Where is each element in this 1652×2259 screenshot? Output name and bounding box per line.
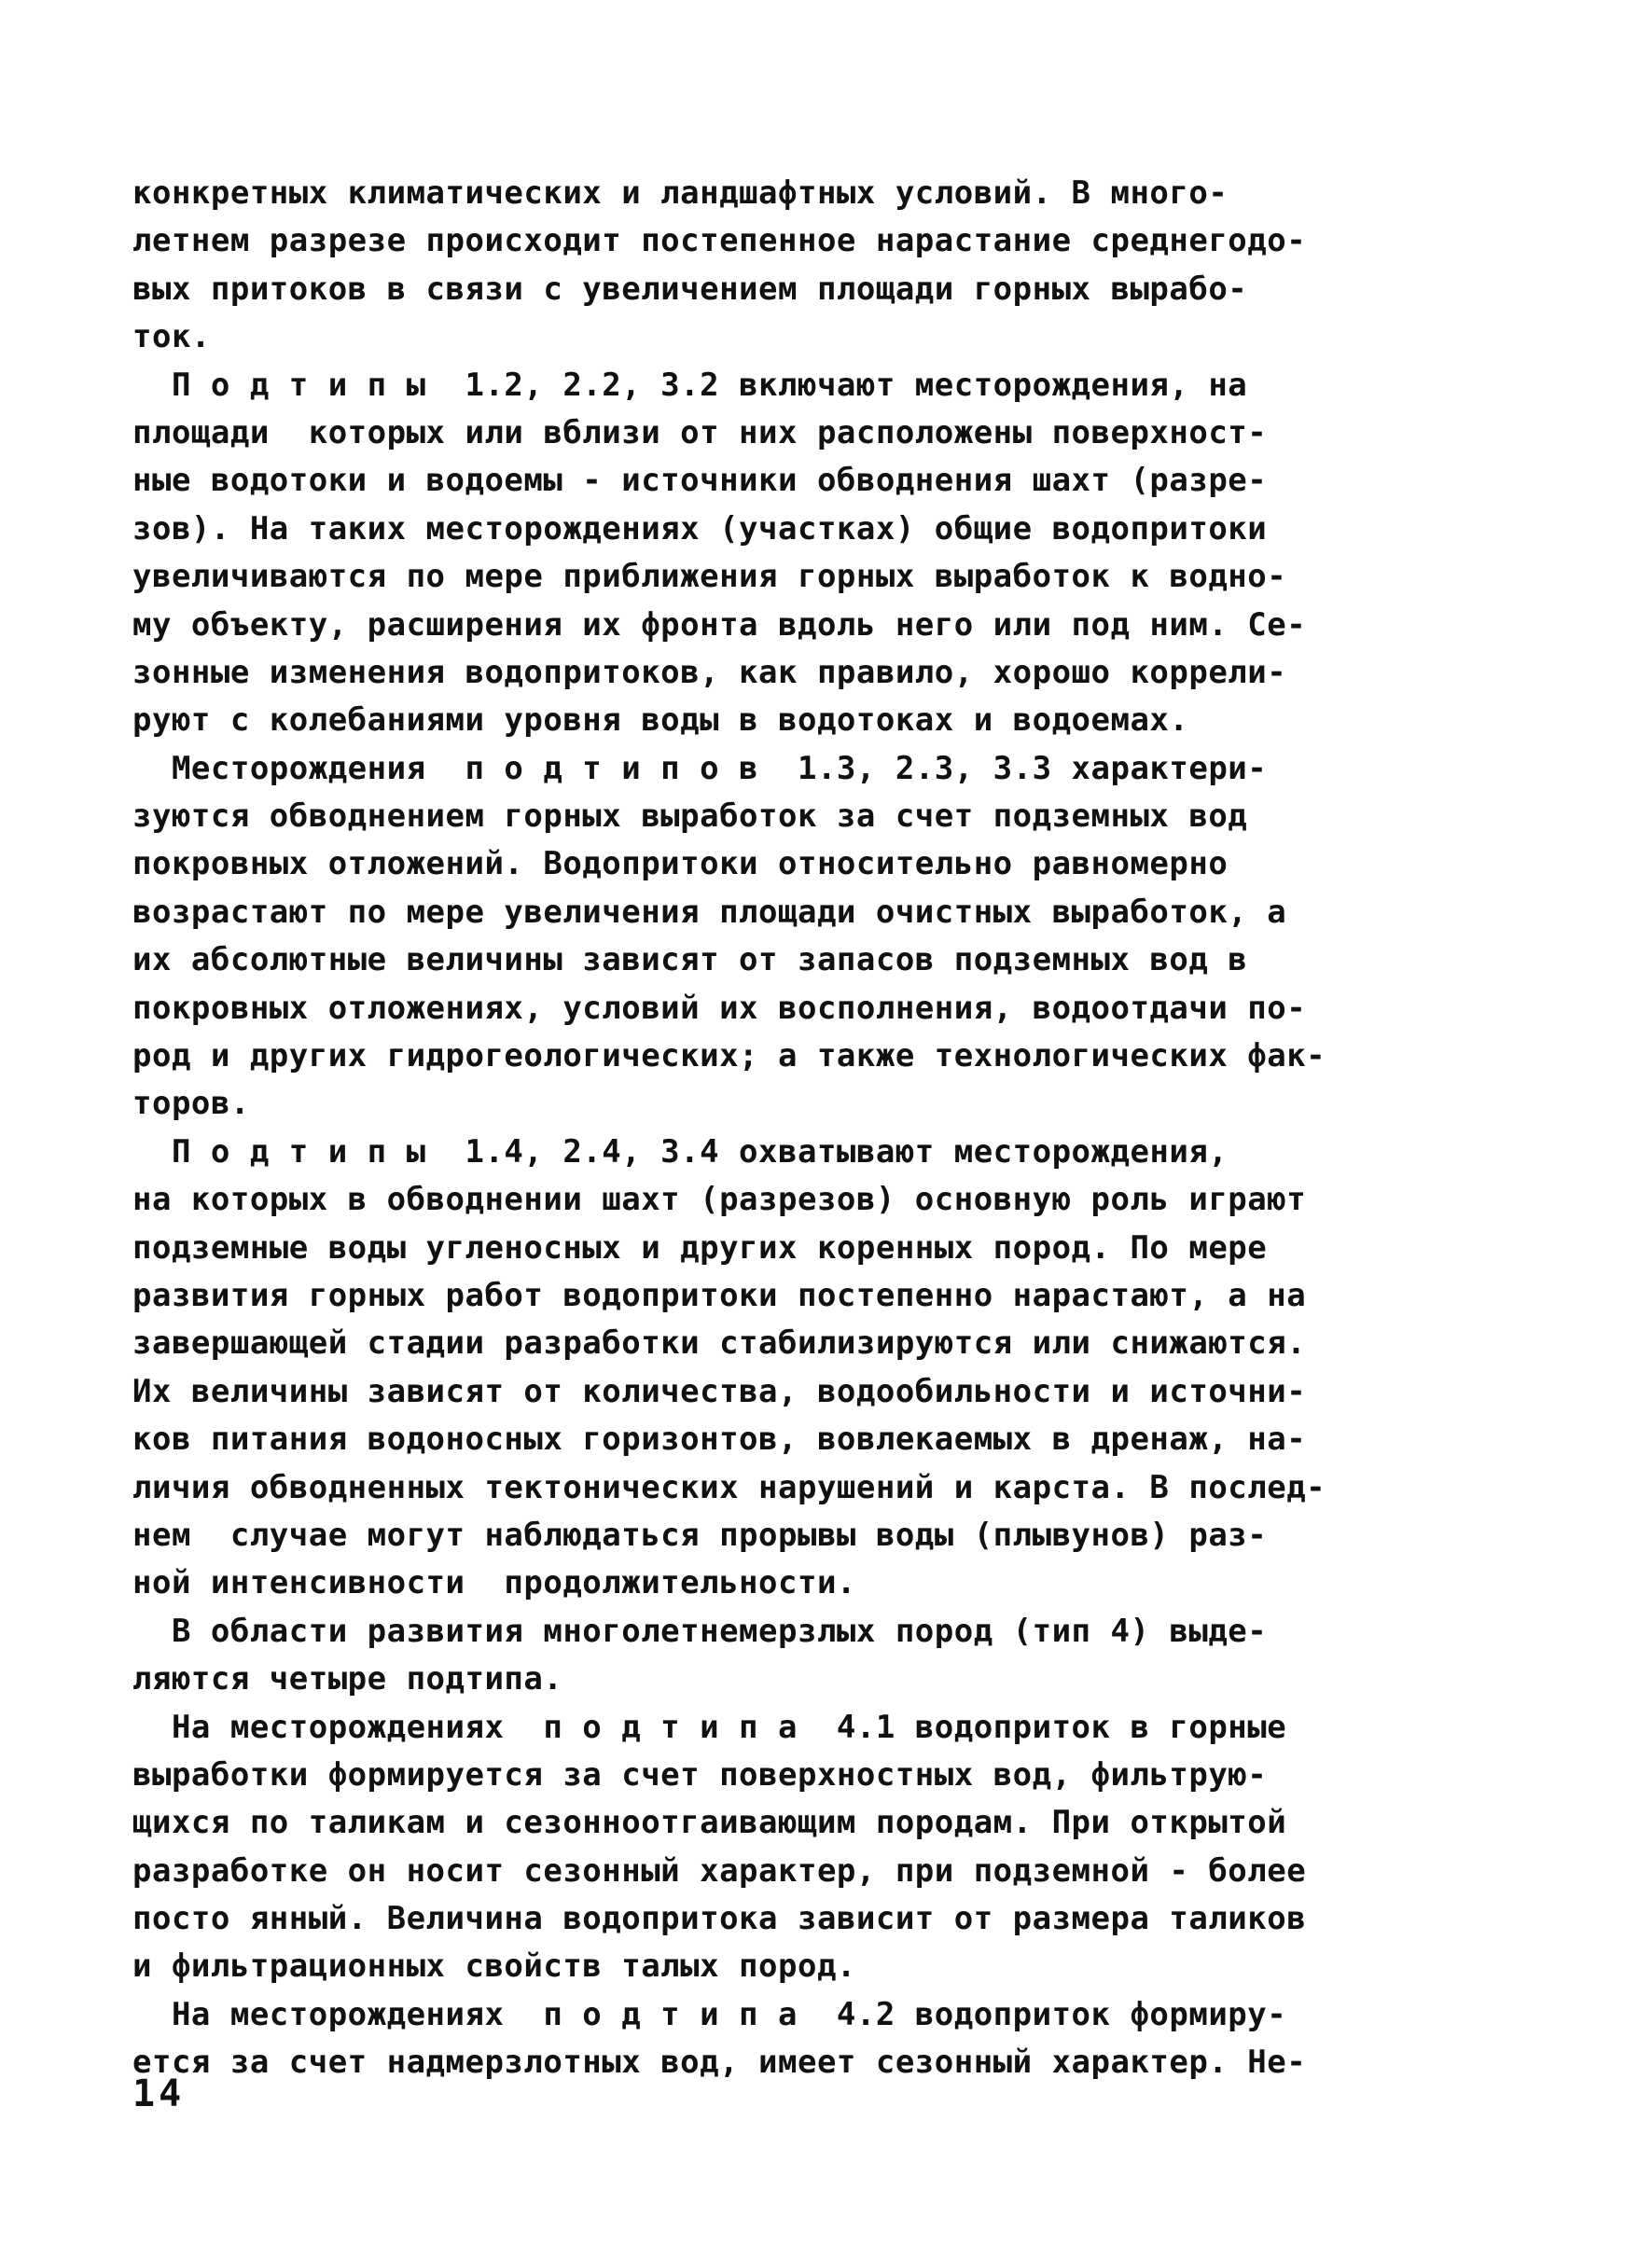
text-line: ков питания водоносных горизонтов, вовлекаемых в дренаж, на- [132, 1421, 1307, 1459]
text-line: личия обводненных тектонических нарушений и карста. В послед- [132, 1468, 1326, 1506]
text-line: зуются обводнением горных выработок за счет подземных вод [132, 797, 1248, 836]
text-line: вых притоков в связи с увеличением площади горных вырабо- [132, 270, 1248, 308]
text-line: летнем разрезе происходит постепенное нарастание среднегодо- [132, 222, 1307, 260]
text-line: руют с колебаниями уровня воды в водотоках и водоемах. [132, 701, 1189, 740]
text-line: подземные воды угленосных и других коренных пород. По мере [132, 1228, 1268, 1267]
text-line: му объекту, расширения их фронта вдоль него или под ним. Се- [132, 605, 1307, 644]
text-line: выработки формируется за счет поверхностных вод, фильтрую- [132, 1755, 1268, 1794]
text-line: П о д т и п ы 1.2, 2.2, 3.2 включают месторождения, на [132, 366, 1248, 404]
text-line: ляются четыре подтипа. [132, 1660, 563, 1698]
text-line: Их величины зависят от количества, водообильности и источни- [132, 1372, 1307, 1410]
text-line: возрастают по мере увеличения площади очистных выработок, а [132, 893, 1287, 931]
text-line: На месторождениях п о д т и п а 4.1 водоприток в горные [132, 1708, 1287, 1746]
text-line: В области развития многолетнемерзлых пород (тип 4) выде- [132, 1612, 1268, 1650]
text-line: на которых в обводнении шахт (разрезов) основную роль играют [132, 1181, 1307, 1219]
text-line: их абсолютные величины зависят от запасов подземных вод в [132, 941, 1248, 979]
text-line: и фильтрационных свойств талых пород. [132, 1947, 856, 1986]
text-line: На месторождениях п о д т и п а 4.2 водоприток формиру- [132, 1995, 1287, 2033]
text-line: зонные изменения водопритоков, как правило, хорошо коррели- [132, 653, 1287, 691]
text-line: конкретных климатических и ландшафтных условий. В много- [132, 174, 1229, 212]
text-line: площади которых или вблизи от них расположены поверхност- [132, 413, 1268, 451]
page-body [132, 170, 1504, 2087]
text-line: нем случае могут наблюдаться прорывы воды (плывунов) раз- [132, 1516, 1268, 1554]
text-line: щихся по таликам и сезонноотгаивающим породам. При открытой [132, 1804, 1287, 1842]
page-number: 14 [132, 2072, 186, 2115]
text-line: ной интенсивности продолжительности. [132, 1564, 856, 1602]
text-line: увеличиваются по мере приближения горных выработок к водно- [132, 558, 1287, 596]
text-line: зов). На таких месторождениях (участках) общие водопритоки [132, 509, 1268, 547]
text-line: род и других гидрогеологических; а также технологических фак- [132, 1037, 1326, 1075]
text-line: торов. [132, 1085, 250, 1123]
text-line: развития горных работ водопритоки постепенно нарастают, а на [132, 1276, 1307, 1314]
text-line: разработке он носит сезонный характер, при подземной - более [132, 1851, 1307, 1890]
text-line: П о д т и п ы 1.4, 2.4, 3.4 охватывают месторождения, [132, 1132, 1229, 1171]
text-line: Месторождения п о д т и п о в 1.3, 2.3, 3.3 характери- [132, 749, 1268, 787]
text-line: покровных отложениях, условий их восполнения, водоотдачи по- [132, 989, 1307, 1027]
text-line: посто янный. Величина водопритока зависит от размера таликов [132, 1900, 1307, 1938]
text-line: ется за счет надмерзлотных вод, имеет сезонный характер. Не- [132, 2044, 1307, 2082]
text-line: ные водотоки и водоемы - источники обводнения шахт (разре- [132, 462, 1268, 500]
text-line: ток. [132, 318, 211, 356]
text-line: покровных отложений. Водопритоки относительно равномерно [132, 845, 1229, 883]
text-line: завершающей стадии разработки стабилизируются или снижаются. [132, 1324, 1307, 1363]
